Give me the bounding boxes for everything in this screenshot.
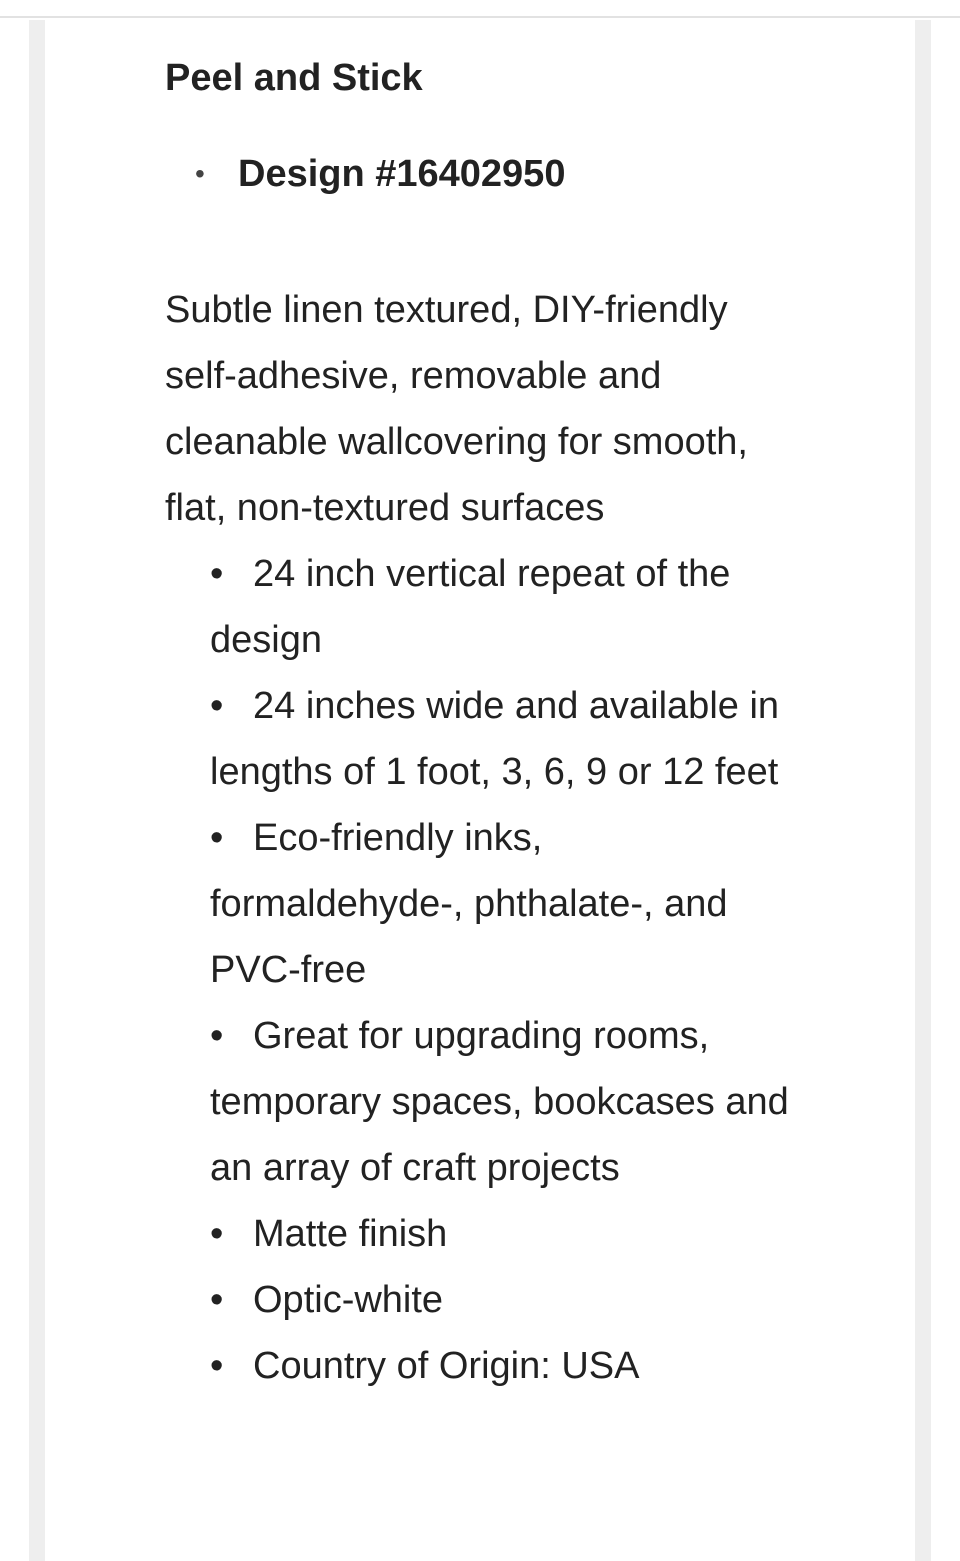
feature-text: 24 inch vertical repeat of the design: [210, 553, 731, 661]
bullet-icon: •: [195, 158, 205, 189]
feature-text: Eco-friendly inks, formaldehyde-, phthalate-, and PVC-free: [210, 817, 728, 991]
feature-text: Great for upgrading rooms, temporary spaces, bookcases and an array of craft projects: [210, 1015, 789, 1189]
feature-item: [210, 1267, 805, 1333]
feature-text: Matte finish: [253, 1213, 448, 1255]
feature-item: [210, 805, 805, 1003]
feature-item: [210, 1003, 805, 1201]
design-list: [165, 146, 805, 202]
feature-item: [210, 541, 805, 673]
product-details: [165, 50, 805, 1399]
feature-text: 24 inches wide and available in lengths of 1 foot, 3, 6, 9 or 12 feet: [210, 685, 780, 793]
left-frame-border: [29, 20, 45, 1561]
design-number-item: [165, 146, 805, 202]
feature-item: [210, 1201, 805, 1267]
bullet-icon: •: [210, 1213, 224, 1255]
bullet-icon: •: [210, 685, 224, 727]
top-divider: [0, 16, 960, 18]
feature-text: Country of Origin: USA: [253, 1345, 640, 1387]
design-number: Design #16402950: [238, 153, 566, 195]
product-title: Peel and Stick: [165, 57, 423, 99]
bullet-icon: •: [210, 1015, 224, 1057]
right-frame-border: [915, 20, 931, 1561]
feature-item: [210, 673, 805, 805]
feature-text: Optic-white: [253, 1279, 444, 1321]
bullet-icon: •: [210, 1345, 224, 1387]
bullet-icon: •: [210, 553, 224, 595]
product-description: Subtle linen textured, DIY-friendly self-adhesive, removable and cleanable wallcovering for smooth, flat, non-textured surfaces: [165, 289, 748, 529]
feature-list: [165, 541, 805, 1399]
feature-item: [210, 1333, 805, 1399]
bullet-icon: •: [210, 1279, 224, 1321]
bullet-icon: •: [210, 817, 224, 859]
